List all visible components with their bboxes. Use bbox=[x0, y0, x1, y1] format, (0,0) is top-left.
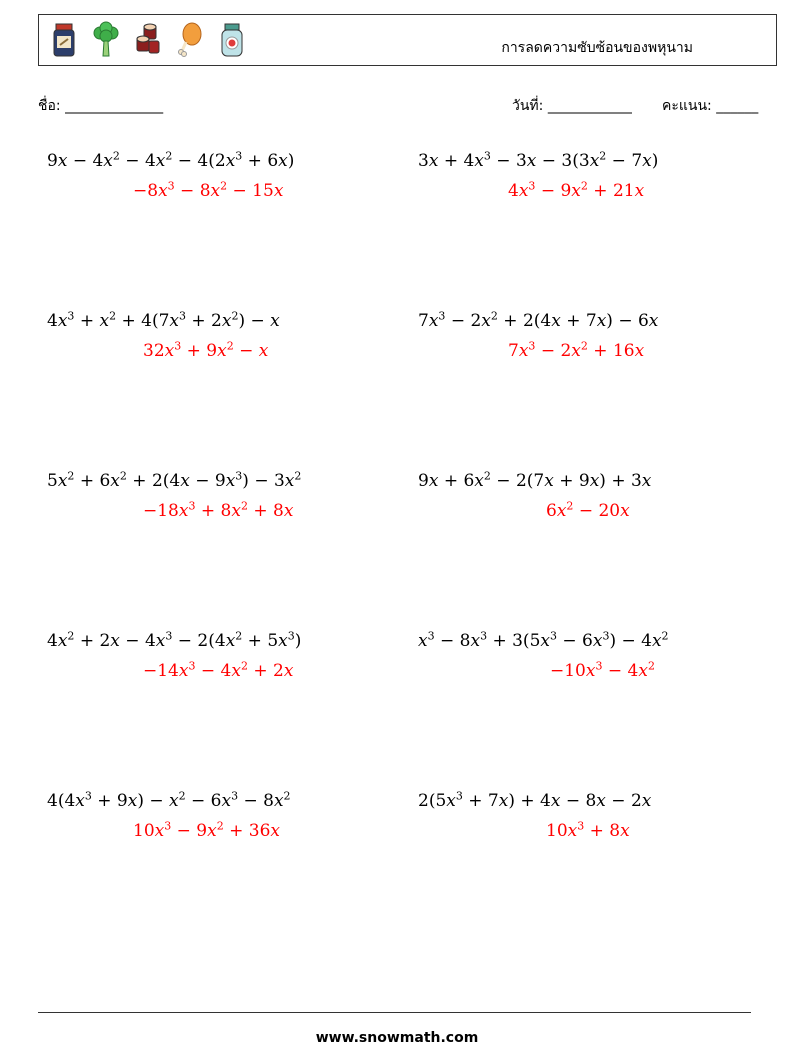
medicine-jar-icon bbox=[51, 21, 77, 59]
name-blank[interactable]: ______________ bbox=[65, 98, 164, 114]
problem-question: $4(4x^3 + 9x) - x^2 - 6x^3 - 8x^2$ bbox=[47, 789, 291, 811]
score-blank[interactable]: ______ bbox=[716, 98, 759, 114]
problem-answer: $7x^3 - 2x^2 + 16x$ bbox=[508, 339, 645, 361]
date-blank[interactable]: ____________ bbox=[547, 98, 632, 114]
name-label: ชื่อ: bbox=[38, 98, 61, 114]
problem-question: $2(5x^3 + 7x) + 4x - 8x - 2x$ bbox=[418, 789, 652, 811]
broccoli-icon bbox=[93, 21, 119, 59]
chicken-drumstick-icon bbox=[177, 21, 203, 59]
problem-answer: $4x^3 - 9x^2 + 21x$ bbox=[508, 179, 645, 201]
problem-answer: $-10x^3 - 4x^2$ bbox=[550, 659, 655, 681]
name-field[interactable] bbox=[38, 95, 163, 117]
problem-question: $7x^3 - 2x^2 + 2(4x + 7x) - 6x$ bbox=[418, 309, 659, 331]
header-icons bbox=[51, 21, 245, 59]
problem-answer: $-18x^3 + 8x^2 + 8x$ bbox=[143, 499, 294, 521]
problem-question: $3x + 4x^3 - 3x - 3(3x^2 - 7x)$ bbox=[418, 149, 659, 171]
problem-question: $5x^2 + 6x^2 + 2(4x - 9x^3) - 3x^2$ bbox=[47, 469, 302, 491]
problem-question: $9x - 4x^2 - 4x^2 - 4(2x^3 + 6x)$ bbox=[47, 149, 295, 171]
problem-answer: $-8x^3 - 8x^2 - 15x$ bbox=[133, 179, 284, 201]
worksheet-title: การลดความซับซ้อนของพหุนาม bbox=[501, 40, 693, 56]
problem-answer: $6x^2 - 20x$ bbox=[546, 499, 630, 521]
problem-question: $4x^3 + x^2 + 4(7x^3 + 2x^2) - x$ bbox=[47, 309, 280, 331]
footer-divider bbox=[38, 1012, 751, 1013]
problem-answer: $10x^3 - 9x^2 + 36x$ bbox=[133, 819, 280, 841]
jam-jar-icon bbox=[219, 21, 245, 59]
problem-answer: $-14x^3 - 4x^2 + 2x$ bbox=[143, 659, 294, 681]
score-label: คะแนน: bbox=[662, 98, 712, 114]
footer-website[interactable]: www.snowmath.com bbox=[315, 1030, 479, 1046]
problem-answer: $10x^3 + 8x$ bbox=[546, 819, 630, 841]
date-field[interactable] bbox=[512, 95, 632, 117]
problem-question: $4x^2 + 2x - 4x^3 - 2(4x^2 + 5x^3)$ bbox=[47, 629, 302, 651]
header-box bbox=[38, 14, 777, 66]
problem-question: $x^3 - 8x^3 + 3(5x^3 - 6x^3) - 4x^2$ bbox=[418, 629, 669, 651]
score-field[interactable] bbox=[662, 95, 758, 117]
date-label: วันที่: bbox=[512, 98, 544, 114]
meat-rolls-icon bbox=[135, 21, 161, 59]
problem-answer: $32x^3 + 9x^2 - x$ bbox=[143, 339, 269, 361]
problem-question: $9x + 6x^2 - 2(7x + 9x) + 3x$ bbox=[418, 469, 652, 491]
